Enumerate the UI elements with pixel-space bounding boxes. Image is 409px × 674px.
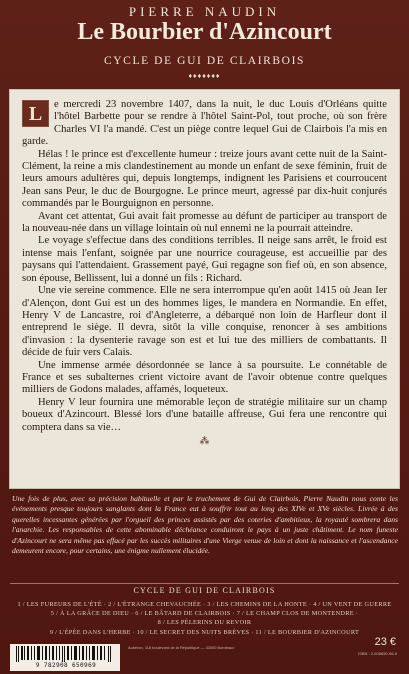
series-book: 9 / L'ÉPÉE DANS L'HERBE <box>49 628 131 636</box>
series-book: 7 / LE CHAMP CLOS DE MONTENDRE <box>236 610 354 618</box>
publisher-info: Aubéron, 118 boulevard de la République — 33000 Bordeaux <box>128 645 235 650</box>
series-book: 10 / LE SECRET DES NUITS BRÈVES <box>136 628 250 636</box>
diamond-ornament-icon: ♦♦♦♦♦♦♦ <box>188 72 221 80</box>
dropcap: L <box>22 100 49 127</box>
series-book: 1 / LES FUREURS DE L'ÉTÉ <box>17 601 102 608</box>
section-ornament-icon: ⁂ <box>199 435 210 447</box>
series-book: 8 / LES PÈLERINS DU REVOIR <box>157 619 252 627</box>
isbn-number: 9 782908 650969 <box>35 662 97 669</box>
excerpt-panel <box>9 89 400 489</box>
series-book: 4 / UN VENT DE GUERRE <box>313 601 392 608</box>
excerpt-paragraph: Une vie sereine commence. Elle ne sera interrompue qu'en août 1415 où Jean Ier d'Alençon, dont Gui est un des hommes liges, le mandera en Normandie. En effet, Henry V de Lancastre, roi d'Angleterre, a débarqué non loin de Harfleur dont il entreprend le siège. Il devra, sitôt la ville conquise, renoncer à ses ambitions d'invasion : la dysenterie ravage son est et lui tue des milliers de combattants. Il décide de fuir vers Calais. <box>22 285 387 359</box>
series-book: 6 / LE BÂTARD DE CLAIRBOIS <box>135 610 231 618</box>
series-book: 3 / LES CHEMINS DE LA HONTE <box>207 601 308 608</box>
paragraph-text: e mercredi 23 novembre 1407, dans la nuit, le duc Louis d'Orléans quitte l'hôtel Barbette pour se rendre à l'hôtel Saint-Pol, tout proche, où son frère Charles VI l'a mandé. C'est un piège contre lequel Gui de Clairbois l'a mis en garde. <box>22 99 387 148</box>
blurb-text: Une fois de plus, avec sa précision habituelle et par le truchement de Gui de Clairbois, Pierre Naudin nous conte les événements presque toujours sanglants dont la France eut à souffrir tout au long des XIVe et XVe siècles. Livrée à des querelles incessantes générées par l'orgueil des princes assistés par des coteries d'ambitieux, la royauté sombrera dans l'anarchie. Les responsables de cette abominable déchéance conduiront le pays à un juste châtiment. Le nom funeste d'Azincourt ne sera même pas effacé par les succès militaires d'une Vierge venue de loin et dont la naissance et l'ascendance demeurent encore, pour certains, une énigme nullement élucidée. <box>12 494 398 556</box>
excerpt-paragraph: Avant cet attentat, Gui avait fait promesse au défunt de participer au transport de la nouveau-née dans un village lointain où nul ennemi ne la pourrait atteindre. <box>22 210 387 235</box>
excerpt-paragraph: Une immense armée désordonnée se lance à sa poursuite. Le connétable de France et ses subalternes crient victoire avant de l'avoir obtenue contre quelques milliers de Godons malades, affamés, loqueteux. <box>22 359 387 396</box>
series-list-box <box>10 583 399 643</box>
excerpt-paragraph: Le voyage s'effectue dans des conditions terribles. Il neige sans arrêt, le froid est intense mais l'enfant, soignée par une nourrice courageuse, est accueillie par des paysans qui l'attendaient. Grassement payé, Gui regagne son fief où, en son absence, son épouse, Bellissent, lui a donné un fils : Richard. <box>22 235 387 284</box>
excerpt-paragraph: Hélas ! le prince est d'excellente humeur : treize jours avant cette nuit de la Saint-Clément, la reine a mis clandestinement au monde un enfant de sexe féminin, fruit de leurs amours adultères qui, depuis longtemps, indignent les Parisiens et courroucent Jean sans Peur, le duc de Bourgogne. Le prince meurt, agressé par dix-huit conjurés commandés par le Bourguignon en personne. <box>22 148 387 210</box>
author-name: PIERRE NAUDIN <box>128 4 281 19</box>
series-book: 2 / L'ÉTRANGE CHEVAUCHÉE <box>108 601 202 608</box>
isbn-label: ISBN : 2-908650-96-9 <box>358 651 397 656</box>
book-title: Le Bourbier d'Azincourt <box>77 19 332 45</box>
series-title: CYCLE DE GUI DE CLAIRBOIS <box>133 586 276 595</box>
price: 23 € <box>374 636 396 648</box>
cycle-name: CYCLE DE GUI DE CLAIRBOIS <box>104 55 305 67</box>
series-book: 5 / À LA GRÂCE DE DIEU <box>50 610 130 618</box>
excerpt-paragraph <box>22 99 387 149</box>
barcode-icon <box>14 646 114 662</box>
series-list: 1 / LES FUREURS DE L'ÉTÉ · 2 / L'ÉTRANGE CHEVAUCHÉE · 3 / LES CHEMINS DE LA HONTE · 4 / UN VENT DE GUERRE 5 / À LA GRÂCE DE DIEU · 6 / LE BÂTARD DE CLAIRBOIS · 7 / LE CHAMP CLOS DE MONTENDRE · 8 / LES PÈLERINS DU REVOIR 9 / L'ÉPÉE DANS L'HERBE · 10 / LE SECRET DES NUITS BRÈVES · 11 / LE BOURBIER D'AZINCOURT <box>17 601 392 636</box>
barcode <box>10 644 120 671</box>
excerpt-paragraph: Henry V leur fournira une mémorable leçon de stratégie militaire sur un champ boueux d'Azincourt. Blessé lors d'une bataille affreuse, Gui fera une rencontre qui comptera dans sa vie… <box>22 396 387 433</box>
series-book: 11 / LE BOURBIER D'AZINCOURT <box>255 628 360 636</box>
